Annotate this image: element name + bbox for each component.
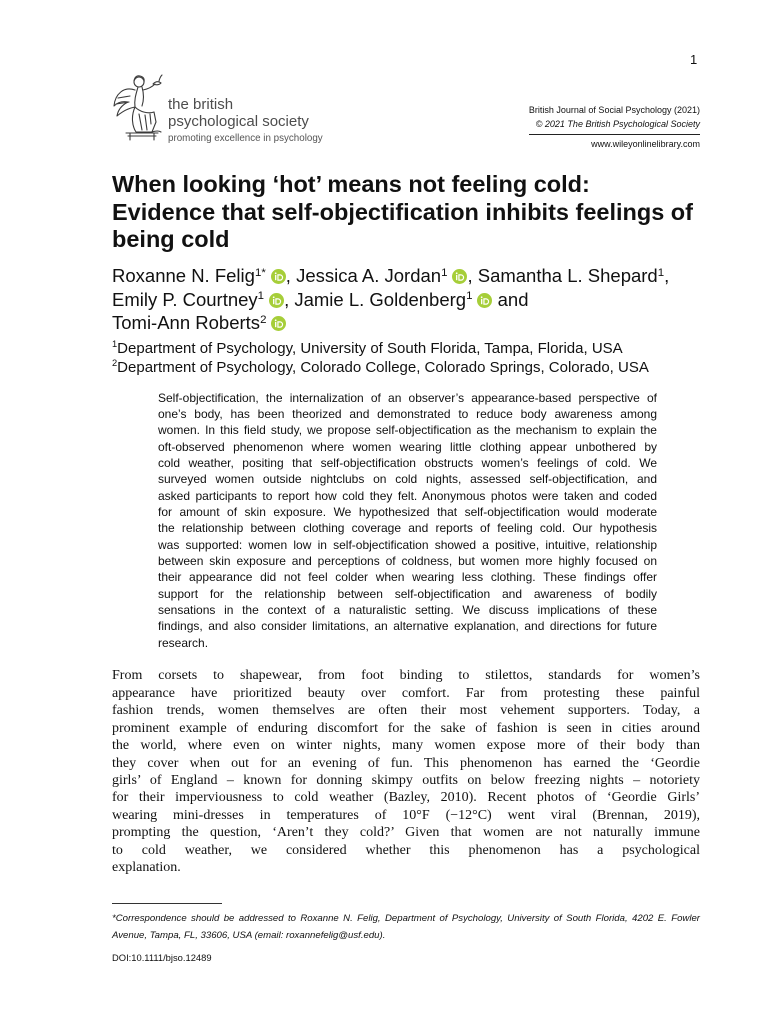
author-affiliation-mark: 1* [254,266,266,279]
journal-url-link[interactable]: www.wileyonlinelibrary.com [591,138,700,149]
abstract-line [158,586,657,602]
author [294,289,492,310]
affiliation-text: Department of Psychology, Colorado College, Colorado Springs, Colorado, USA [117,358,649,376]
society-logo-text [168,96,323,145]
journal-copyright: © 2021 The British Psychological Society [535,119,700,129]
abstract-line-text: the relationship between clothing coverage and reports of feeling cold. Our hypothesis [158,521,657,536]
society-name-line2: psychological society [168,112,309,130]
body-line [112,859,700,876]
abstract-line-text: surveyed women outside nightclubs on cold nights, assessed self-objectification, and [158,472,657,487]
body-text [112,667,700,876]
title-line [112,171,693,199]
body-line [112,755,700,772]
body-line-text: fashion trends, women themselves are often their most vehement supporters. Today, a [112,703,700,719]
title-line-text: being cold [112,226,230,253]
abstract-line-text: cold weather, positing that self-objectification obstructs women’s feelings of cold. We [158,456,657,471]
abstract-line-text: women. In this field study, we propose self-objectification as the mechanism to explain the [158,423,657,438]
title-line-text: Evidence that self-objectification inhibits feelings of [112,198,693,225]
abstract-line-text: asked participants to report how cold they felt. Anonymous photos were taken and coded [158,488,657,503]
title-line-text: When looking ‘hot’ means not feeling cold: [112,171,590,198]
footnote-rule [112,903,222,904]
author-affiliation-mark: 1 [257,290,265,303]
author-name: Samantha L. Shepard [477,265,658,287]
author-name: Jessica A. Jordan [296,265,442,287]
orcid-icon[interactable] [269,293,284,308]
author-conjunction: and [497,288,529,310]
abstract-line-text: was supported: women low in self-objectification showed a positive, intuitive, relationship [158,537,657,552]
abstract-line [158,537,657,553]
abstract-line [158,553,657,569]
author-name: Emily P. Courtney [112,288,258,310]
abstract-line-text: oft-observed phenomenon where women wearing little clothing appear unbothered by [158,439,657,454]
abstract-line-text: for amount of skin exposure. We hypothesized that self-objectification would moderate [158,505,657,520]
author-affiliation-mark: 1 [657,266,665,279]
body-line-text: to cold weather, we considered whether this phenomenon has a psychological [112,842,700,858]
footnote-line [112,910,700,927]
abstract-line [158,406,657,422]
body-line-text: they cover when out for an evening of fun. This phenomenon has earned the ‘Geordie [112,755,700,771]
abstract-line-text: Self-objectification, the internalization of an observer’s appearance-based perspective of [158,390,657,405]
body-line [112,824,700,841]
abstract-line-text: research. [158,635,209,650]
affiliation [112,358,649,377]
abstract [158,390,657,651]
author-name: Tomi-Ann Roberts [112,312,261,334]
author-line [112,264,669,288]
abstract-line [158,439,657,455]
body-line [112,685,700,702]
title-line [112,226,693,254]
author [296,265,473,286]
abstract-line-text: their appearance did not feel colder when wearing less clothing. These findings offer [158,570,657,585]
journal-header [529,103,700,151]
psyche-figure-icon [106,72,166,142]
author-affiliation-mark: 1 [466,290,473,303]
abstract-line [158,635,657,651]
society-name-line1: the british [168,95,234,113]
author [478,265,670,286]
doi: DOI:10.1111/bjso.12489 [112,952,212,963]
author [112,312,286,333]
body-line [112,720,700,737]
author-list [112,264,669,335]
body-line [112,772,700,789]
footnote-line-text: *Correspondence should be addressed to Roxanne N. Felig, Department of Psychology, University of South Florida, 4202 E. Fowler [112,912,700,924]
abstract-line [158,602,657,618]
author-name: Jamie L. Goldenberg [294,288,467,310]
body-line-text: explanation. [112,860,181,876]
abstract-line-text: support for the relationship between self-objectification and awareness of bodily [158,586,657,601]
affiliation-number: 1 [112,339,118,350]
author-line [112,288,669,312]
abstract-line [158,422,657,438]
orcid-icon[interactable] [452,269,467,284]
abstract-line [158,488,657,504]
abstract-line-text: findings, and also consider limitations, an alternative explanation, and directions for future [158,619,657,634]
affiliation-number: 2 [112,358,118,369]
author [112,289,289,310]
author-separator: , [285,265,291,287]
journal-citation: British Journal of Social Psychology (2021) [528,105,700,115]
abstract-line [158,471,657,487]
author-separator: , [467,265,473,287]
body-line [112,702,700,719]
author-affiliation-mark: 2 [260,313,267,326]
affiliation-text: Department of Psychology, University of South Florida, Tampa, Florida, USA [117,339,623,357]
body-line-text: prompting the question, ‘Aren’t they cold?’ Given that women are not naturally immune [112,825,700,841]
body-line-text: girls’ of England – known for donning skimpy outfits on below freezing nights – notoriety [112,773,700,789]
body-line [112,737,700,754]
title-line [112,199,693,227]
author-name: Roxanne N. Felig [112,265,255,287]
body-line-text: prominent example of enduring discomfort for the sake of fashion is seen in cities around [112,720,700,736]
body-line [112,807,700,824]
body-line [112,667,700,684]
body-line-text: appearance have prioritized beauty over comfort. Far from protesting these painful [112,685,700,701]
abstract-line [158,520,657,536]
author-line [112,311,669,335]
abstract-line [158,618,657,634]
abstract-line [158,455,657,471]
correspondence-footnote [112,910,700,944]
abstract-line-text: sensations in the context of a naturalistic setting. We discuss implications of these [158,603,657,618]
body-line-text: From corsets to shapewear, from foot binding to stilettos, standards for women’s [112,668,700,684]
author-separator: , [664,265,670,287]
author [112,265,291,286]
page-number: 1 [690,52,698,67]
body-line-text: the world, where even on winter nights, many women expose more of their body than [112,738,700,754]
abstract-line [158,569,657,585]
orcid-icon[interactable] [271,316,286,331]
article-title [112,171,693,254]
abstract-line [158,390,657,406]
affiliation [112,339,649,358]
author-affiliation-mark: 1 [441,266,448,279]
society-tagline: promoting excellence in psychology [168,132,323,144]
body-line [112,842,700,859]
abstract-line [158,504,657,520]
author-separator: , [284,288,290,310]
orcid-icon[interactable] [271,269,286,284]
footnote-line [112,927,700,944]
body-line-text: wearing mini-dresses in temperatures of 10°F (−12°C) went viral (Brennan, 2019), [112,807,700,823]
abstract-line-text: one’s body, has been theorized and demonstrated to reduce body awareness among [158,407,657,422]
affiliation-list [112,339,649,377]
abstract-line-text: between skin exposure and perceptions of coldness, but women more highly focused on [158,554,657,569]
footnote-line-text: Avenue, Tampa, FL, 33606, USA (email: roxannefelig@usf.edu). [112,929,386,941]
body-line [112,789,700,806]
body-line-text: for their imperviousness to cold weather (Bazley, 2010). Recent photos of ‘Geordie Girls’ [112,790,700,806]
header-rule [529,134,700,135]
orcid-icon[interactable] [477,293,492,308]
